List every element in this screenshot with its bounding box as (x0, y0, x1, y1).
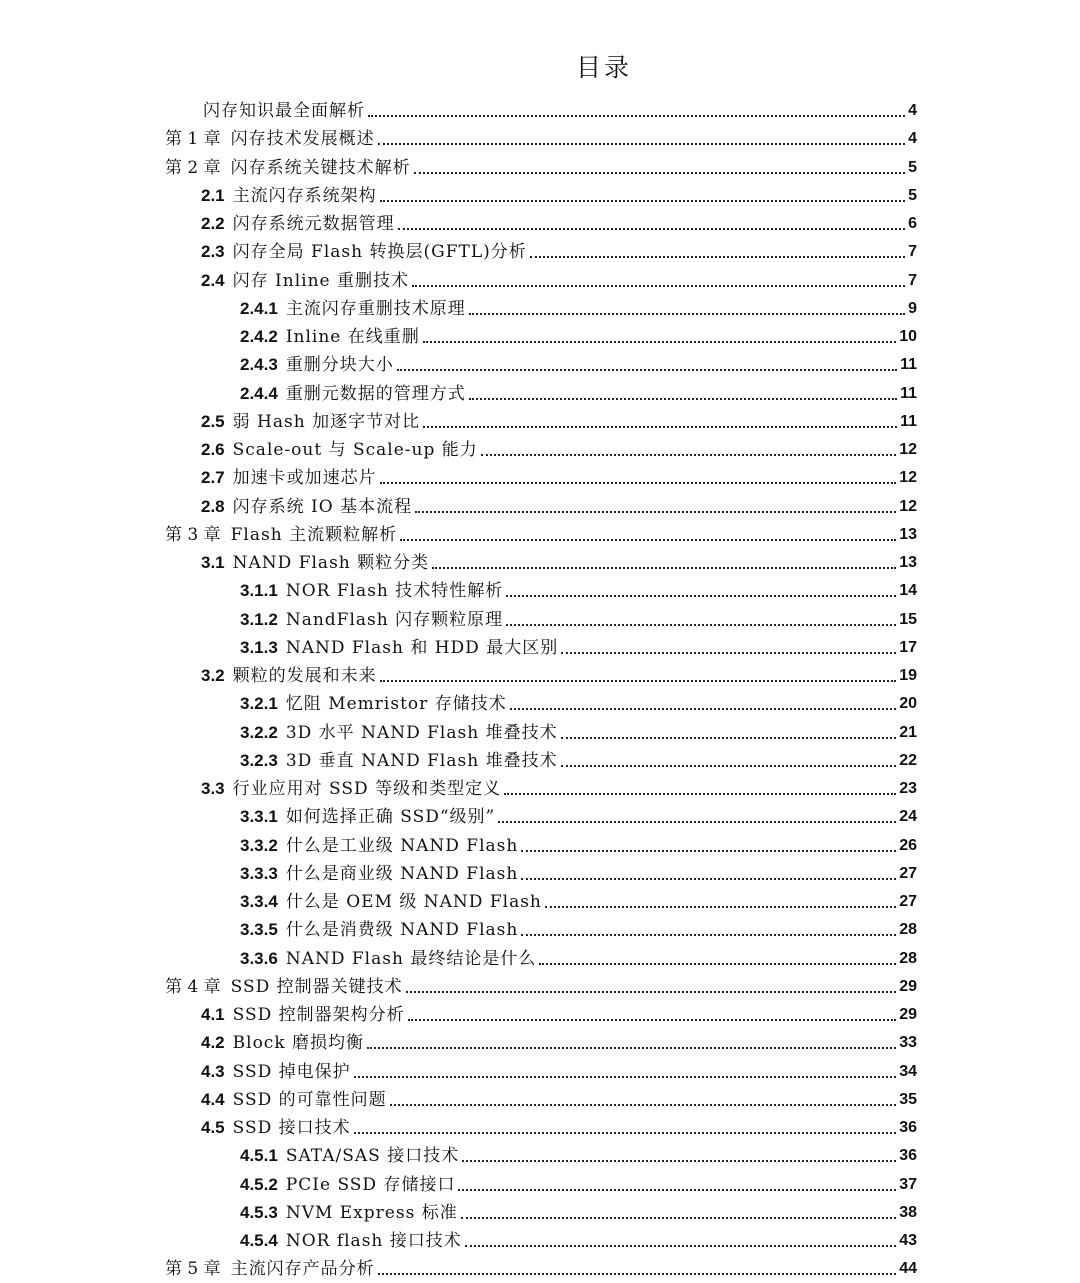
toc-entry-number: 第 2 章 (165, 157, 221, 178)
toc-entry-page: 4 (908, 102, 917, 119)
dot-leader (406, 991, 897, 993)
toc-entry-number: 3.2.3 (240, 750, 278, 770)
toc-entry-number: 4.4 (201, 1089, 225, 1109)
toc-entry-title: 什么是消费级 NAND Flash (285, 920, 519, 941)
toc-entry-title: 闪存系统 IO 基本流程 (232, 496, 413, 517)
toc-entry-number: 第 1 章 (165, 129, 221, 150)
toc-entry-page: 11 (900, 412, 917, 430)
toc-entry[interactable] (240, 604, 917, 630)
toc-entry-title: 闪存全局 Flash 转换层(GFTL)分析 (232, 242, 527, 263)
toc-entry-title: NAND Flash 和 HDD 最大区别 (285, 637, 559, 658)
toc-entry-number: 2.5 (201, 411, 225, 431)
toc-entry[interactable] (201, 265, 917, 291)
toc-entry-number: 4.2 (201, 1033, 225, 1053)
toc-entry[interactable] (165, 519, 917, 545)
toc-entry-page: 24 (899, 808, 917, 826)
toc-entry-number: 3.3.6 (240, 948, 278, 968)
toc-entry-title: SATA/SAS 接口技术 (285, 1146, 460, 1167)
toc-entry-number: 3.2.2 (240, 722, 278, 742)
toc-entry-page: 29 (899, 977, 917, 995)
toc-entry-number: 2.4.1 (240, 298, 278, 318)
toc-entry[interactable] (240, 1197, 917, 1223)
dot-leader (368, 115, 905, 117)
toc-entry-number: 第 5 章 (165, 1259, 221, 1280)
toc-entry-title: NandFlash 闪存颗粒原理 (285, 609, 504, 630)
toc-entry-number: 3.3.5 (240, 920, 278, 940)
dot-leader (432, 567, 896, 569)
toc-entry[interactable] (201, 999, 917, 1025)
toc-entry[interactable] (201, 1084, 917, 1110)
dot-leader (498, 821, 896, 823)
toc-entry[interactable] (240, 293, 917, 319)
dot-leader (390, 1104, 897, 1106)
toc-title: 目录 (575, 53, 632, 82)
toc-entry[interactable] (240, 830, 917, 856)
toc-entry-page: 29 (899, 1006, 917, 1023)
dot-leader (469, 398, 897, 400)
toc-entry-title: 重删元数据的管理方式 (285, 383, 466, 404)
dot-leader (380, 680, 897, 682)
dot-leader (398, 228, 905, 230)
dot-leader (412, 285, 905, 287)
toc-entry-number: 2.2 (201, 214, 225, 233)
toc-entry-title: 忆阻 Memristor 存储技术 (285, 694, 507, 715)
toc-entry-page: 19 (899, 667, 917, 684)
dot-leader (378, 1273, 897, 1275)
toc-entry[interactable] (240, 717, 917, 743)
toc-entry-number: 4.1 (201, 1005, 225, 1024)
toc-entry-page: 20 (899, 695, 917, 713)
toc-entry[interactable] (201, 1056, 917, 1082)
toc-entry-page: 5 (908, 186, 917, 204)
toc-entry[interactable] (240, 378, 917, 404)
toc-entry[interactable] (240, 943, 917, 969)
toc-entry-page: 6 (908, 215, 917, 232)
toc-entry-number: 4.5.4 (240, 1231, 278, 1250)
toc-entry-title: Scale-out 与 Scale-up 能力 (232, 440, 478, 460)
toc-entry-page: 36 (899, 1147, 917, 1165)
toc-entry[interactable] (240, 914, 917, 940)
toc-entry-title: SSD 控制器关键技术 (230, 976, 403, 997)
toc-entry-title: 3D 垂直 NAND Flash 堆叠技术 (285, 750, 558, 771)
toc-entry[interactable] (165, 123, 917, 149)
toc-entry[interactable] (201, 406, 917, 432)
toc-entry[interactable] (240, 349, 917, 375)
toc-entry-number: 3.3.2 (240, 835, 278, 855)
toc-entry-page: 36 (899, 1119, 917, 1136)
toc-entry-title: Block 磨损均衡 (232, 1033, 365, 1054)
toc-entry-page: 33 (899, 1034, 917, 1052)
toc-entry-number: 4.5.3 (240, 1202, 278, 1222)
toc-entry-title: NOR Flash 技术特性解析 (285, 581, 504, 602)
toc-entry-page: 26 (899, 836, 917, 854)
toc-entry[interactable] (240, 575, 917, 601)
toc-entry-title: 颗粒的发展和未来 (232, 666, 377, 686)
toc-entry-title: NAND Flash 最终结论是什么 (285, 948, 537, 969)
toc-entry-title: Flash 主流颗粒解析 (230, 524, 398, 545)
dot-leader (469, 313, 905, 315)
dot-leader (545, 906, 896, 908)
dot-leader (521, 850, 896, 852)
toc-entry-number: 4.5.1 (240, 1146, 278, 1166)
toc-entry-title: 主流闪存产品分析 (230, 1259, 375, 1280)
toc-entry-page: 23 (899, 780, 917, 797)
dot-leader (423, 426, 897, 428)
toc-entry-page: 7 (908, 271, 917, 289)
toc-entry-number: 3.2.1 (240, 694, 278, 714)
toc-entry-page: 12 (899, 469, 917, 487)
toc-entry-title: 闪存系统关键技术解析 (230, 157, 411, 178)
dot-leader (415, 511, 896, 513)
toc-entry[interactable] (240, 801, 917, 827)
toc-entry-number: 3.2 (201, 666, 225, 685)
dot-leader (521, 878, 896, 880)
toc-entry[interactable] (240, 745, 917, 771)
toc-entry[interactable] (240, 688, 917, 714)
toc-entry-page: 12 (899, 441, 917, 458)
toc-entry-page: 4 (908, 130, 917, 148)
dot-leader (378, 143, 905, 145)
toc-entry-page: 17 (899, 638, 917, 656)
toc-entry-page: 7 (908, 243, 917, 261)
toc-entry-page: 21 (899, 723, 917, 741)
toc-entry-number: 2.4 (201, 270, 225, 290)
toc-entry[interactable] (240, 1225, 917, 1251)
toc-entry-title: 什么是商业级 NAND Flash (285, 863, 519, 884)
dot-leader (506, 595, 896, 597)
toc-entry-page: 11 (900, 384, 917, 402)
toc-entry[interactable] (201, 491, 917, 517)
toc-entry-title: 如何选择正确 SSD“级别” (285, 807, 496, 828)
toc-entry[interactable] (201, 236, 917, 262)
dot-leader (423, 341, 896, 343)
toc-entry[interactable] (165, 152, 917, 178)
toc-entry-number: 2.1 (201, 185, 225, 205)
toc-entry[interactable] (201, 660, 917, 686)
toc-entry[interactable] (201, 1112, 917, 1138)
toc-entry-number: 3.3.4 (240, 892, 278, 911)
toc-entry-number: 3.3.1 (240, 807, 278, 827)
toc-entry-number: 3.1.2 (240, 609, 278, 629)
toc-entry-title: 行业应用对 SSD 等级和类型定义 (232, 779, 502, 799)
dot-leader (561, 737, 897, 739)
toc-entry[interactable] (201, 547, 917, 573)
toc-entry-title: 3D 水平 NAND Flash 堆叠技术 (285, 722, 558, 743)
toc-entry-title: NOR flash 接口技术 (285, 1231, 462, 1251)
toc-entry-title: Inline 在线重删 (285, 327, 420, 347)
dot-leader (506, 624, 896, 626)
toc-entry-page: 37 (899, 1175, 917, 1193)
toc-entry-title: SSD 接口技术 (232, 1118, 351, 1138)
dot-leader (465, 1245, 896, 1247)
toc-entry-title: 弱 Hash 加逐字节对比 (232, 411, 421, 432)
toc-entry-number: 4.5.2 (240, 1174, 278, 1194)
toc-entry-number: 3.3.3 (240, 863, 278, 883)
toc-entry-number: 3.1 (201, 553, 225, 572)
toc-entry[interactable] (240, 886, 917, 912)
toc-entry-page: 9 (908, 299, 917, 317)
dot-leader (510, 708, 897, 710)
toc-entry-page: 5 (908, 158, 917, 176)
dot-leader (481, 454, 896, 456)
dot-leader (561, 652, 896, 654)
toc-entry-number: 2.4.2 (240, 327, 278, 346)
toc-entry[interactable] (240, 1169, 917, 1195)
toc-entry[interactable] (240, 858, 917, 884)
toc-entry-number: 2.6 (201, 440, 225, 459)
toc-entry-number: 4.3 (201, 1061, 225, 1081)
dot-leader (354, 1132, 897, 1134)
toc-entry-number: 第 3 章 (165, 524, 221, 545)
toc-entry-title: 主流闪存系统架构 (232, 185, 377, 206)
toc-entry-title: 什么是 OEM 级 NAND Flash (285, 892, 542, 912)
toc-entry[interactable] (201, 1027, 917, 1053)
dot-leader (380, 200, 905, 202)
dot-leader (530, 256, 905, 258)
toc-entry-number: 4.5 (201, 1118, 225, 1137)
toc-entry-page: 14 (899, 582, 917, 600)
toc-entry[interactable] (201, 208, 917, 234)
toc-entry-title: 闪存系统元数据管理 (232, 214, 395, 234)
toc-entry-page: 34 (899, 1062, 917, 1080)
toc-entry-page: 35 (899, 1090, 917, 1108)
toc-entry-page: 28 (899, 921, 917, 939)
toc-entry[interactable] (201, 434, 917, 460)
toc-entry-title: SSD 控制器架构分析 (232, 1005, 405, 1025)
toc-entry-title: 闪存 Inline 重删技术 (232, 270, 409, 291)
toc-entry-title: 闪存技术发展概述 (230, 129, 375, 150)
toc-entry-page: 10 (899, 328, 917, 345)
toc-entry-page: 13 (899, 554, 917, 571)
toc-entry[interactable] (240, 632, 917, 658)
toc-entry-title: NVM Express 标准 (285, 1202, 458, 1223)
dot-leader (400, 539, 896, 541)
toc-entry[interactable] (165, 971, 917, 997)
toc-entry-page: 11 (900, 356, 917, 374)
dot-leader (354, 1076, 897, 1078)
toc-entry-number: 3.3 (201, 779, 225, 798)
dot-leader (367, 1047, 896, 1049)
toc-entry-title: 闪存知识最全面解析 (203, 101, 365, 121)
toc-entry-number: 2.7 (201, 468, 225, 488)
toc-entry-title: PCIe SSD 存储接口 (285, 1174, 456, 1195)
dot-leader (539, 963, 896, 965)
toc-entry[interactable] (165, 1253, 917, 1279)
toc-entry-page: 27 (899, 893, 917, 910)
dot-leader (458, 1189, 896, 1191)
toc-entry[interactable] (240, 321, 917, 347)
toc-entry-page: 27 (899, 864, 917, 882)
toc-entry-number: 2.4.4 (240, 383, 278, 403)
toc-entry[interactable] (240, 1140, 917, 1166)
dot-leader (504, 793, 896, 795)
toc-entry-page: 43 (899, 1232, 917, 1249)
toc-entry[interactable] (201, 180, 917, 206)
toc-entry-page: 13 (899, 525, 917, 543)
toc-entry-title: 什么是工业级 NAND Flash (285, 835, 519, 856)
toc-entry-title: 加速卡或加速芯片 (232, 468, 377, 489)
dot-leader (414, 172, 905, 174)
toc-entry-page: 22 (899, 751, 917, 769)
toc-entry-number: 2.8 (201, 496, 225, 516)
toc-entry-page: 38 (899, 1203, 917, 1221)
toc-entry-title: NAND Flash 颗粒分类 (232, 553, 430, 573)
toc-entry-number: 第 4 章 (165, 976, 221, 997)
toc-entry[interactable] (203, 95, 917, 121)
toc-entry-page: 15 (899, 610, 917, 628)
dot-leader (462, 1160, 896, 1162)
dot-leader (380, 482, 897, 484)
toc-entry-number: 3.1.1 (240, 581, 278, 601)
toc-entry-number: 2.4.3 (240, 355, 278, 375)
toc-entry-page: 28 (899, 949, 917, 967)
toc-entry-page: 44 (899, 1260, 917, 1278)
toc-entry[interactable] (201, 773, 917, 799)
toc-entry[interactable] (201, 462, 917, 488)
dot-leader (561, 765, 897, 767)
toc-entry-number: 3.1.3 (240, 637, 278, 657)
dot-leader (521, 934, 896, 936)
toc-entry-title: SSD 的可靠性问题 (232, 1089, 387, 1110)
toc-entry-title: SSD 掉电保护 (232, 1061, 351, 1082)
toc-entry-title: 重删分块大小 (285, 355, 394, 376)
toc-entry-number: 2.3 (201, 242, 225, 262)
dot-leader (461, 1217, 897, 1219)
dot-leader (397, 369, 897, 371)
toc-entry-title: 主流闪存重删技术原理 (285, 298, 466, 319)
dot-leader (408, 1019, 897, 1021)
toc-entry-page: 12 (899, 497, 917, 515)
